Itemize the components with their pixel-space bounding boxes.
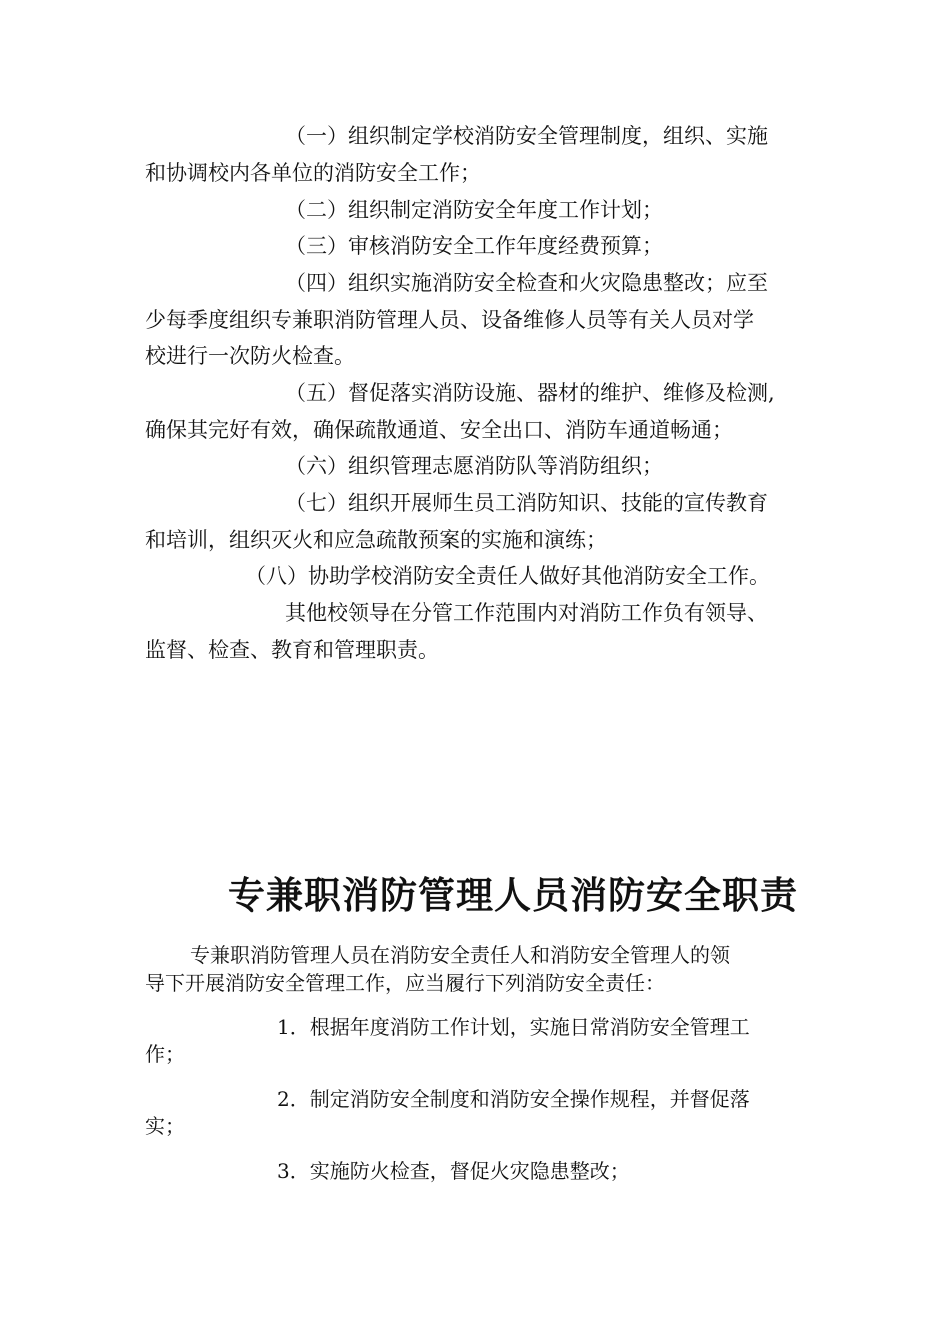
item-5-line-2: 确保其完好有效，确保疏散通道、安全出口、消防车通道畅通； [145, 418, 733, 442]
item-7-line-2: 和培训，组织灭火和应急疏散预案的实施和演练； [145, 528, 607, 552]
item-1-line-2: 和协调校内各单位的消防安全工作； [145, 161, 481, 185]
closing-line-1: 其他校领导在分管工作范围内对消防工作负有领导、 [285, 601, 768, 625]
duty-1-line-2: 作； [145, 1042, 185, 1066]
item-4-line-1: （四）组织实施消防安全检查和火灾隐患整改；应至 [285, 271, 768, 295]
intro-line-1: 专兼职消防管理人员在消防安全责任人和消防安全管理人的领 [190, 943, 730, 967]
item-6: （六）组织管理志愿消防队等消防组织； [285, 454, 663, 478]
closing-line-2: 监督、检查、教育和管理职责。 [145, 638, 439, 662]
duty-2-line-2: 实； [145, 1114, 185, 1138]
item-1-line-1: （一）组织制定学校消防安全管理制度，组织、实施 [285, 124, 768, 148]
duty-3: 3．实施防火检查，督促火灾隐患整改； [277, 1159, 630, 1183]
item-4-line-2: 少每季度组织专兼职消防管理人员、设备维修人员等有关人员对学 [145, 308, 754, 332]
item-8: （八）协助学校消防安全责任人做好其他消防安全工作。 [245, 564, 770, 588]
section-title: 专兼职消防管理人员消防安全职责 [228, 874, 798, 917]
item-5-line-1: （五）督促落实消防设施、器材的维护、维修及检测, [285, 381, 775, 405]
item-4-line-3: 校进行一次防火检查。 [145, 344, 355, 368]
item-7-line-1: （七）组织开展师生员工消防知识、技能的宣传教育 [285, 491, 768, 515]
intro-line-2: 导下开展消防安全管理工作，应当履行下列消防安全责任： [145, 971, 665, 995]
duty-2-line-1: 2．制定消防安全制度和消防安全操作规程，并督促落 [277, 1087, 750, 1111]
item-2: （二）组织制定消防安全年度工作计划； [285, 198, 663, 222]
duty-1-line-1: 1．根据年度消防工作计划，实施日常消防安全管理工 [277, 1015, 750, 1039]
item-3: （三）审核消防安全工作年度经费预算； [285, 234, 663, 258]
